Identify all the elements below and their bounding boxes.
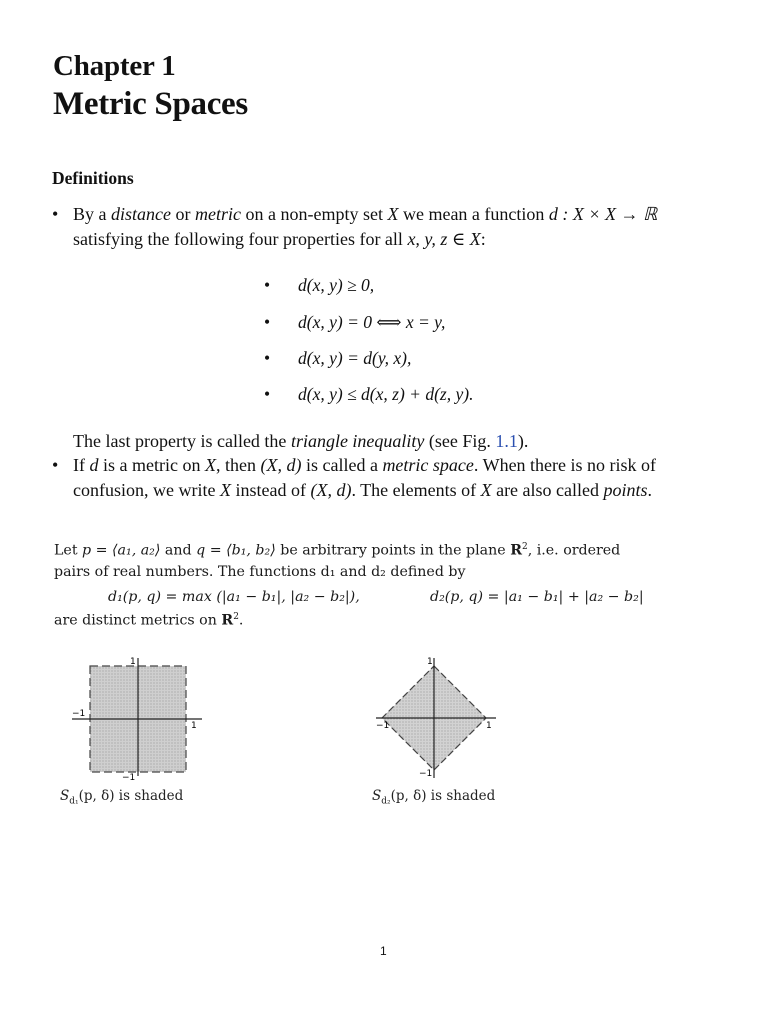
definitions-heading: Definitions [52,168,134,188]
bullet-marker: • [52,455,59,475]
definition-bullet-1-line-1: By a distance or metric on a non-empty set X we mean a function d : X × X → ℝ [73,204,658,224]
property-nonnegativity: • d(x, y) ≥ 0, [264,275,375,295]
chapter-label: Chapter 1 [53,50,176,82]
square-tick-right: 1 [191,721,197,731]
diamond-ball-figure [372,652,508,782]
diamond-tick-bottom: −1 [419,769,433,779]
page-number: 1 [380,944,387,958]
formula-d2: d₂(p, q) = |a₁ − b₁| + |a₂ − b₂| [430,589,644,605]
definition-bullet-2-line-2: confusion, we write X instead of (X, d). The elements of X are also called points. [73,480,653,500]
figure-reference-link[interactable]: 1.1 [495,431,518,451]
diamond-tick-left: −1 [376,721,390,731]
formula-d1: d₁(p, q) = max (|a₁ − b₁|, |a₂ − b₂|), [108,589,360,605]
diamond-figure-caption: $S_{d_2}(p$, δ) is shaded [372,788,496,807]
property-triangle: • d(x, y) ≤ d(x, z) + d(z, y). [264,384,474,404]
definition-bullet-2-line-1: If d is a metric on X, then (X, d) is called a metric space. When there is no risk of [73,455,657,475]
chapter-title: Metric Spaces [53,86,248,122]
square-tick-bottom: −1 [122,773,136,782]
triangle-inequality-note: The last property is called the triangle inequality (see Fig. 1.1). [73,431,529,451]
diamond-tick-top: 1 [427,657,433,667]
example-line-1: Let p = ⟨a₁, a₂⟩ and q = ⟨b₁, b₂⟩ be arbitrary points in the plane $R^2$, i.e. ordered [54,542,621,559]
square-tick-top: 1 [130,657,136,667]
bullet-marker: • [52,204,59,224]
square-tick-left: −1 [72,709,86,719]
property-identity: • d(x, y) = 0 ⟺ x = y, [264,312,446,332]
example-line-4: are distinct metrics on $R^2$. [54,612,244,629]
square-figure-caption: $S_{d_1}(p$, δ) is shaded [60,788,184,807]
property-symmetry: • d(x, y) = d(y, x), [264,348,412,368]
example-line-2: pairs of real numbers. The functions d₁ and d₂ defined by [54,564,466,580]
definition-bullet-1-line-2: satisfying the following four properties for all x, y, z ∈ X: [73,229,486,249]
square-ball-figure [60,652,220,782]
diamond-tick-right: 1 [486,721,492,731]
